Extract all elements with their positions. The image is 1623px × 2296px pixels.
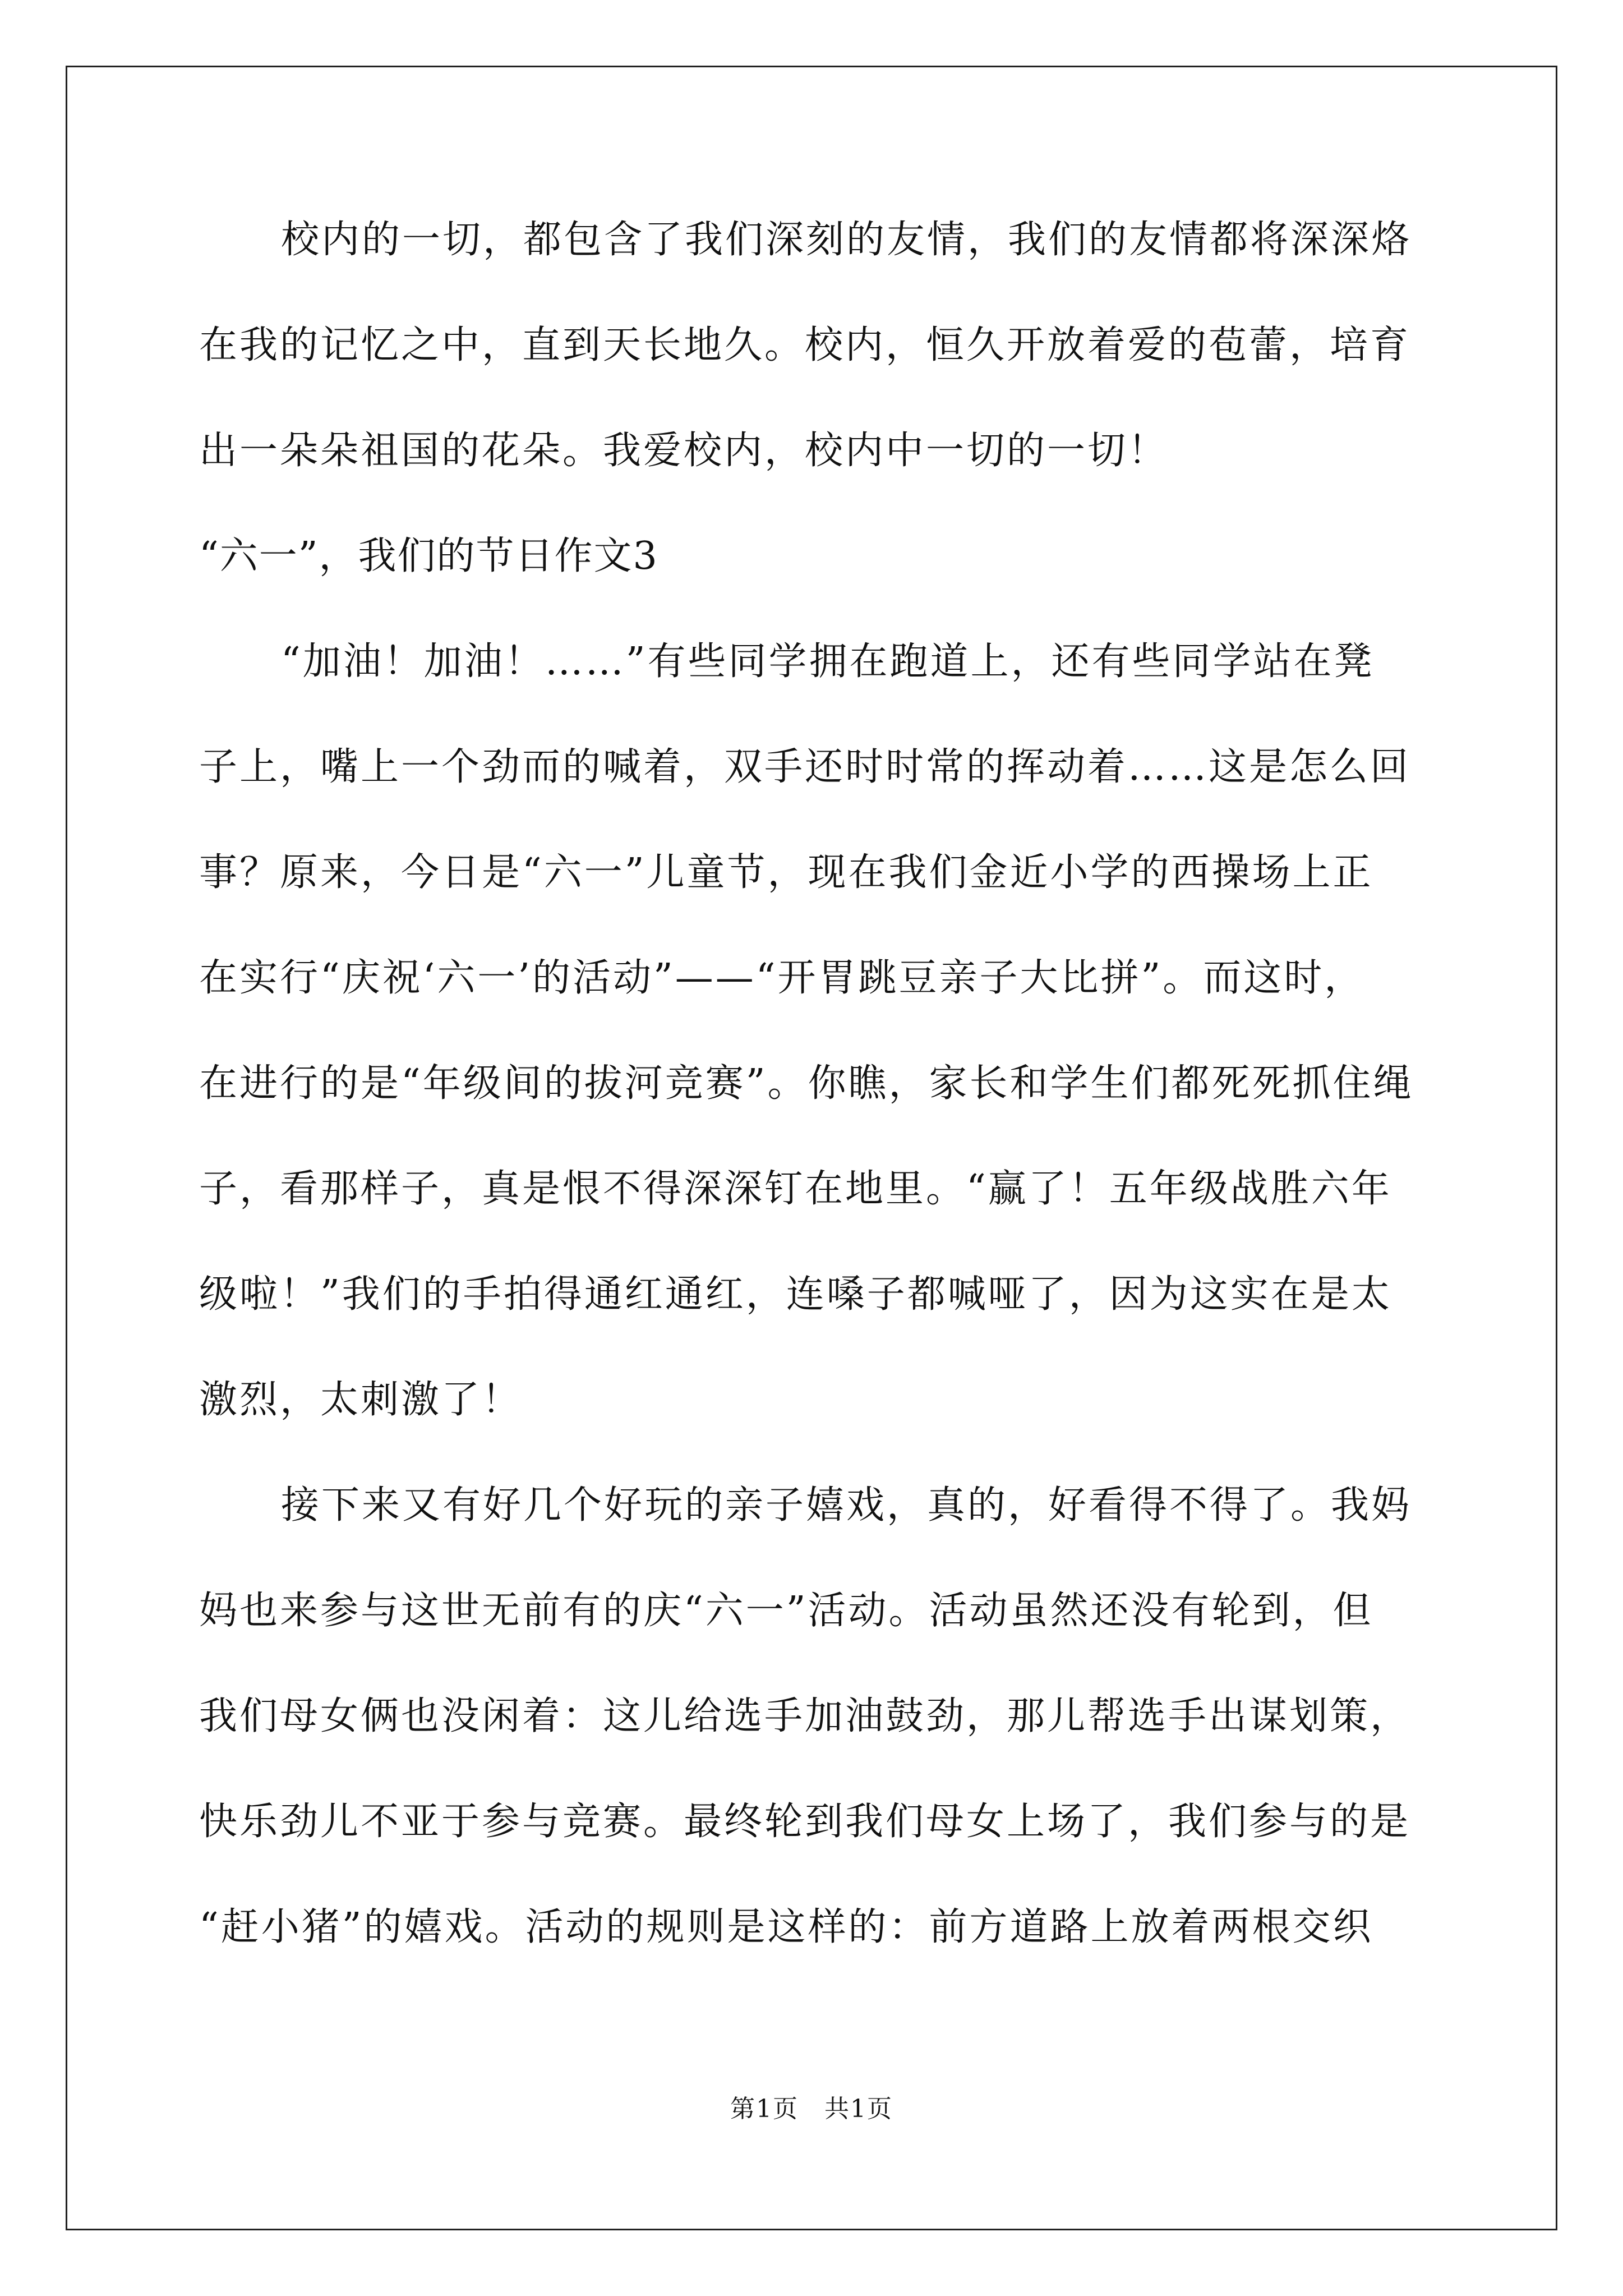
paragraph-line: 校内的一切，都包含了我们深刻的友情，我们的友情都将深深烙: [281, 218, 1412, 262]
paragraph-line: “加油！加油！……”有些同学拥在跑道上，还有些同学站在凳: [281, 639, 1375, 684]
paragraph-line: 子上，嘴上一个劲而的喊着，双手还时时常的挥动着……这是怎么回: [199, 745, 1411, 789]
paragraph-line: 级啦！”我们的手拍得通红通红，连嗓子都喊哑了，因为这实在是太: [199, 1272, 1392, 1317]
section-heading: “六一”，我们的节日作文3: [199, 534, 658, 578]
paragraph-line: 在进行的是“年级间的拔河竞赛”。你瞧，家长和学生们都死死抓住绳: [199, 1061, 1414, 1106]
paragraph-line: 妈也来参与这世无前有的庆“六一”活动。活动虽然还没有轮到，但: [199, 1589, 1373, 1633]
paragraph-line: 快乐劲儿不亚于参与竞赛。最终轮到我们母女上场了，我们参与的是: [199, 1800, 1411, 1844]
paragraph-line: 在我的记忆之中，直到天长地久。校内，恒久开放着爱的苞蕾，培育: [199, 323, 1411, 367]
paragraph-line: 在实行“庆祝‘六一’的活动”——“开胃跳豆亲子大比拼”。而这时，: [199, 956, 1365, 1000]
paragraph-line: 子，看那样子，真是恨不得深深钉在地里。“赢了！五年级战胜六年: [199, 1167, 1392, 1211]
paragraph-line: 我们母女俩也没闲着：这儿给选手加油鼓劲，那儿帮选手出谋划策，: [199, 1694, 1411, 1738]
page-number-footer: 第1页 共1页: [730, 2095, 893, 2123]
document-body: [199, 213, 1427, 2006]
paragraph-line: 激烈，太刺激了！: [199, 1378, 523, 1422]
paragraph-line: 出一朵朵祖国的花朵。我爱校内，校内中一切的一切！: [199, 429, 1169, 473]
paragraph-line: 事？原来，今日是“六一”儿童节，现在我们金近小学的西操场上正: [199, 850, 1373, 895]
paragraph-line: 接下来又有好几个好玩的亲子嬉戏，真的，好看得不得了。我妈: [281, 1483, 1412, 1527]
paragraph-line: “赶小猪”的嬉戏。活动的规则是这样的：前方道路上放着两根交织: [199, 1905, 1373, 1949]
